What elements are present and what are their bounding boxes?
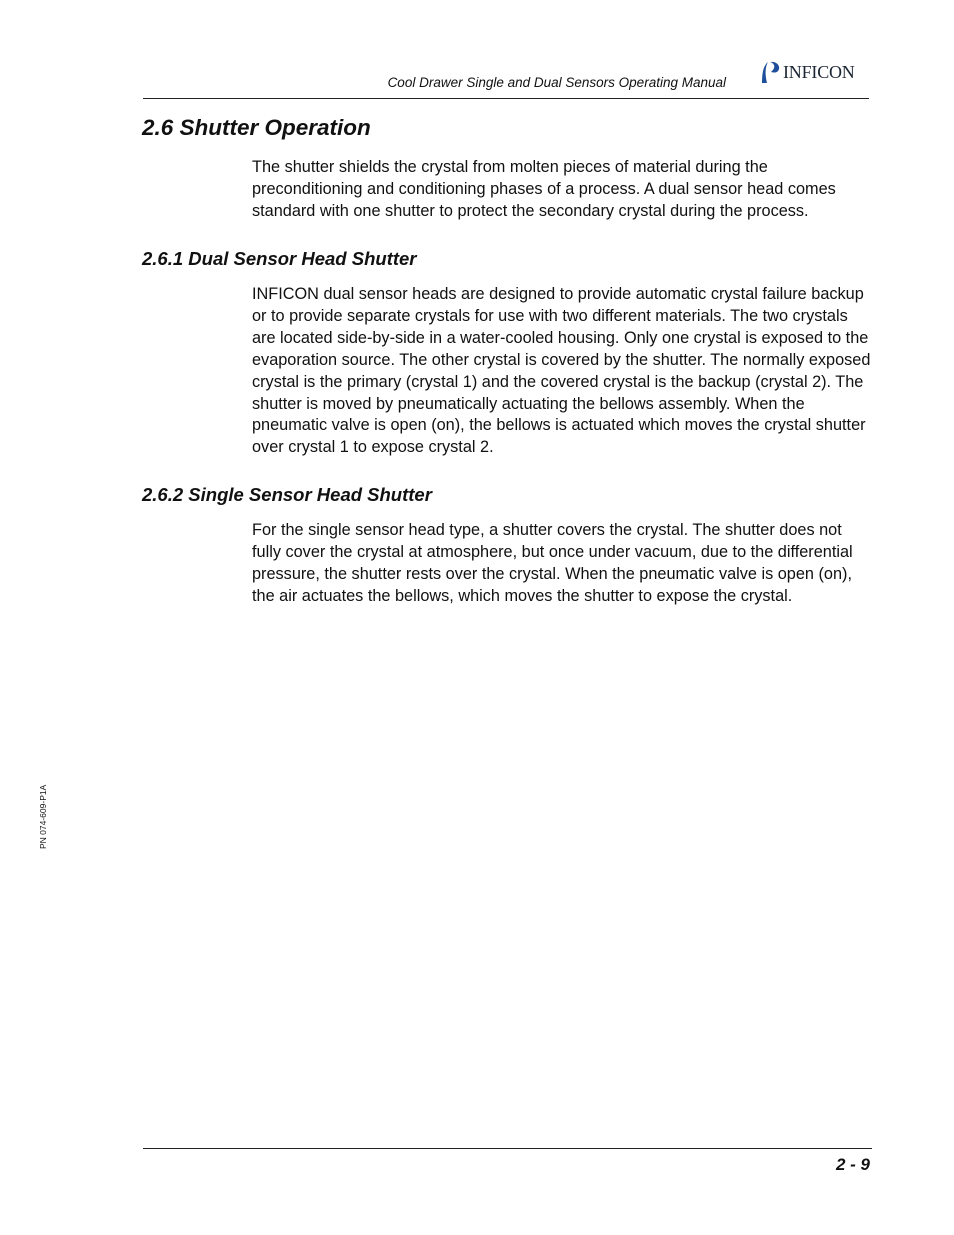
section-heading: 2.6 Shutter Operation (142, 115, 371, 140)
manual-title: Cool Drawer Single and Dual Sensors Operating Manual (387, 75, 726, 90)
subsection-heading-single: 2.6.2 Single Sensor Head Shutter (142, 484, 432, 505)
inficon-logo (759, 59, 855, 85)
dual-sensor-paragraph: INFICON dual sensor heads are designed to provide automatic crystal failure backup or to provide separate crystals for use with two different materials. The two crystals are located side-by-side in a water-cooled housing. Only one crystal is exposed to the evaporation source. The other crystal is covered by the shutter. The normally exposed crystal is the primary (crystal 1) and the covered crystal is the backup (crystal 2). The shutter is moved by pneumatically actuating the bellows assembly. When the pneumatic valve is open (on), the bellows is actuated which moves the crystal shutter over crystal 1 to expose crystal 2. (252, 285, 871, 457)
subsection-heading-dual: 2.6.1 Dual Sensor Head Shutter (142, 248, 417, 269)
inficon-logo-icon (759, 60, 781, 84)
page-number: 2 - 9 (835, 1155, 870, 1174)
logo-wordmark: INFICON (783, 62, 855, 82)
footer-divider (143, 1148, 872, 1149)
part-number: PN 074-609-P1A (38, 784, 48, 849)
single-sensor-paragraph: For the single sensor head type, a shutter covers the crystal. The shutter does not fully cover the crystal at atmosphere, but once under vacuum, due to the differential pressure, the shutter rests over the crystal. When the pneumatic valve is open (on), the air actuates the bellows, which moves the shutter to expose the crystal. (252, 521, 853, 605)
header-divider (143, 98, 869, 99)
section-intro-paragraph: The shutter shields the crystal from molten pieces of material during the preconditioning and conditioning phases of a process. A dual sensor head comes standard with one shutter to protect the secondary crystal during the process. (252, 158, 836, 220)
